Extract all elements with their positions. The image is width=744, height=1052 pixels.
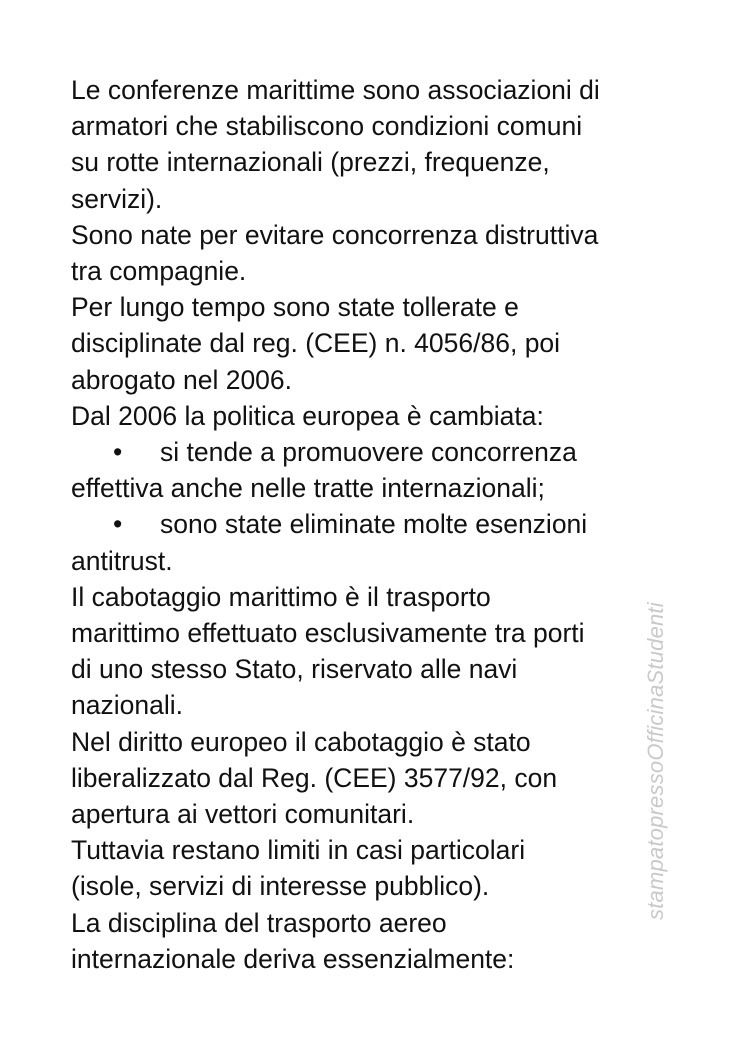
- bullet-continuation: effettiva anche nelle tratte internazionali;: [71, 473, 545, 504]
- text-line: Le conferenze marittime sono associazioni di: [71, 75, 600, 105]
- text-line: Dal 2006 la politica europea è cambiata:: [71, 400, 544, 431]
- bullet-icon: •: [113, 509, 123, 540]
- text-line: armatori che stabiliscono condizioni comuni: [71, 111, 583, 142]
- text-line: Tuttavia restano limiti in casi particolari: [71, 835, 526, 866]
- text-line: disciplinate dal reg. (CEE) n. 4056/86, poi: [71, 328, 561, 359]
- text-line: servizi).: [71, 183, 163, 214]
- text-line: Sono nate per evitare concorrenza distruttiva: [71, 219, 599, 250]
- text-line: (isole, servizi di interesse pubblico).: [71, 871, 490, 902]
- bullet-text: si tende a promuovere concorrenza: [160, 437, 577, 468]
- document-body: [71, 72, 691, 977]
- text-line: La disciplina del trasporto aereo: [71, 907, 447, 938]
- bullet-item: [71, 506, 691, 542]
- text-line: su rotte internazionali (prezzi, frequenze,: [71, 147, 550, 178]
- text-line: nazionali.: [71, 690, 183, 721]
- text-line: tra compagnie.: [71, 256, 247, 287]
- text-line: di uno stesso Stato, riservato alle navi: [71, 654, 518, 685]
- text-line: apertura ai vettori comunitari.: [71, 799, 415, 830]
- text-line: liberalizzato dal Reg. (CEE) 3577/92, con: [71, 762, 558, 793]
- bullet-text: sono state eliminate molte esenzioni: [160, 509, 588, 540]
- text-line: Per lungo tempo sono state tollerate e: [71, 292, 519, 323]
- bullet-item: [71, 434, 691, 470]
- bullet-continuation: antitrust.: [71, 545, 173, 576]
- bullet-icon: •: [113, 437, 123, 468]
- text-line: marittimo effettuato esclusivamente tra porti: [71, 618, 585, 649]
- text-line: internazionale deriva essenzialmente:: [71, 943, 515, 974]
- watermark: stampatopressoOfficinaStudenti: [643, 602, 668, 920]
- text-line: Nel diritto europeo il cabotaggio è stato: [71, 726, 531, 757]
- text-line: abrogato nel 2006.: [71, 364, 293, 395]
- text-line: Il cabotaggio marittimo è il trasporto: [71, 581, 491, 612]
